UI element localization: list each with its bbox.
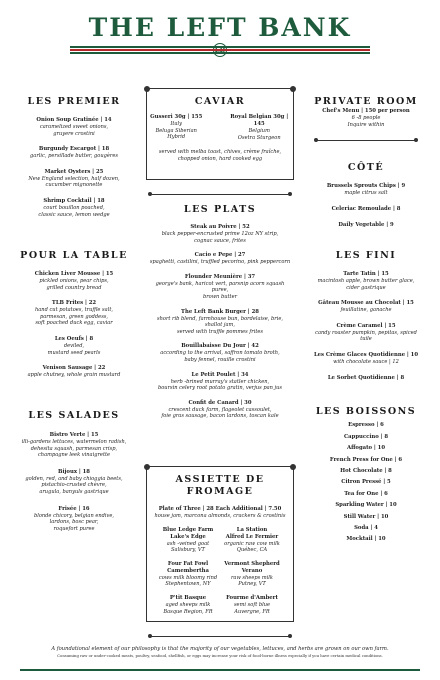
item-description: black pepper-encrusted prime 12oz NY strip, [161,231,279,237]
section-title: PRIVATE ROOM [314,96,418,107]
menu-item [148,400,292,420]
pour-la-table-list [18,271,130,379]
section-les-premier [18,96,130,218]
item-description: dehesita squash, parmesan crisp, [30,445,118,452]
item-description: arugula, banyuls gastrique [39,488,109,495]
divider [150,194,290,195]
drink-item: Citron Pressé | 5 [341,479,391,486]
item-description: parmesan, green goddess, [39,313,109,320]
item-name: Le Sorbet Quotidienne | 8 [327,374,405,381]
drink-item: Sparkling Water | 10 [335,502,397,509]
cheese-name: Fourme d'Ambert [226,594,278,601]
les-premier-list [18,117,130,218]
menu-item [18,336,130,356]
cheese-item [158,527,218,554]
item-description: brown butter [202,293,238,300]
item-name: The Left Bank Burger | 28 [181,308,259,315]
cheese-name: Lake's Edge [170,533,206,540]
menu-item [148,372,292,392]
caviar-options [148,114,292,141]
cheese-row [148,561,292,588]
section-title: CAVIAR [194,96,246,107]
section-les-salades [18,410,130,532]
menu-item [18,146,130,160]
item-description: according to the arrival, saffron tomato broth, [160,350,280,357]
caviar-option: Royal Belgian 30g | 145 Belgium Osetra Sturgeon [230,114,289,141]
section-assiette-de-fromage [148,474,292,615]
section-title: LES PLATS [183,204,257,215]
restaurant-title: THE LEFT BANK [88,13,352,42]
item-description: apple chutney, whole grain mustard [27,372,121,379]
les-boissons-list [310,422,422,543]
item-name: Chicken Liver Mousse | 15 [34,271,114,277]
menu-item [18,198,130,218]
menu-item [310,375,422,382]
menu-item [310,300,422,314]
menu-item [18,432,130,459]
cheese-row [148,527,292,554]
item-description: mustard seed pearls [47,349,101,356]
item-description: short rib blend, farmhouse bun, bordelaise, brie, shallot jam, [157,315,283,329]
menu-item [148,309,292,336]
item-description: garlic, persillade butter, gougères [30,153,118,160]
menu-item [18,169,130,189]
item-name: Flounder Meunière | 37 [184,273,256,280]
item-description: grilled country bread [46,284,102,291]
footer-stripe [20,669,420,671]
item-name: Les Crème Glaces Quotidienne | 10 [313,351,419,358]
item-name: Gâteau Mousse au Chocolat | 15 [318,300,414,307]
cheese-list [148,527,292,616]
item-name: Bouillabaisse Du Jour | 42 [181,343,259,350]
item-description: feuillatine, ganache [340,307,392,314]
section-les-boissons [310,406,422,543]
fromage-pricing: Plate of Three | 28 Each Additional | 7.50 [158,506,282,512]
menu-item [18,300,130,327]
section-title: LES FINI [335,250,397,261]
cheese-item [158,595,218,615]
item-description: pickled onions, pear chips, [39,278,109,284]
item-description: hand cut potatoes, truffle salt, [34,307,114,314]
cheese-row [148,595,292,615]
item-description: herb -brined murray's statler chicken, [170,378,270,385]
section-les-plats [148,204,292,420]
drink-item: Mocktail | 10 [346,536,386,543]
menu-item [310,183,422,197]
item-description: deviled, [63,342,85,349]
divider [316,140,416,141]
drink-item: Soda | 4 [354,524,378,531]
cheese-item [222,595,282,615]
cheese-description: cows milk bloomy rind [158,574,218,581]
item-description: maple citrus salt [344,190,388,196]
item-description: blonde chicory, belgian endive, [33,512,115,519]
cheese-name: Alfred Le Fermier [225,533,279,540]
menu-item [148,274,292,301]
cheese-item [158,561,218,588]
item-name: Market Oysters | 25 [44,168,104,175]
menu-item [310,271,422,291]
farm-statement: A foundational element of our philosophy is that the majority of our vegetables, lettuces, and herbs are grown on our own farm. [51,646,389,652]
cheese-description: Salisbury, VT [171,547,205,554]
item-description: soft poached duck egg, caviar [35,320,113,327]
item-description: New England selection, half dozen, [28,175,120,182]
les-plats-list [148,224,292,420]
menu-item [310,222,422,229]
section-title: LES SALADES [28,410,120,421]
drink-item: Espresso | 6 [348,422,384,429]
item-name: Les Oeufs | 8 [54,335,94,342]
menu-item [148,224,292,244]
drink-item: French Press for One | 6 [329,456,403,463]
item-description: spaghetti, castilini, truffled pecorino, pink peppercorn [149,259,291,266]
menu-item [18,469,130,496]
section-title: ASSIETTE DE FROMAGE [175,474,265,497]
les-salades-list [18,432,130,532]
section-private-room: PRIVATE ROOM Chef's Menu | 150 per person 6 -8 people Inquire within [310,96,422,128]
item-description: gruyere crostini [53,130,95,137]
item-description: macintosh apple, brown butter glace, [317,278,415,284]
item-description: candy roaster pumpkin, pepitas, spiced tuile [315,329,417,343]
item-description: with chocolate sauce | 12 [333,358,399,365]
item-description: caramelized sweet onions, [39,124,109,130]
menu-footer [20,646,420,659]
item-name: Venison Sausage | 22 [42,365,106,372]
item-description: george's bank, haricot vert, parsnip acorn squash puree, [155,280,285,294]
item-description: roquefort puree [53,525,95,532]
section-pour-la-table [18,250,130,379]
item-name: Steak au Poivre | 52 [190,224,250,230]
menu-item [310,206,422,213]
menu-item [310,352,422,366]
cheese-description: Putney, VT [238,581,266,588]
item-name: Burgundy Escargot | 18 [38,146,110,153]
item-name: Onion Soup Gratinée | 14 [36,117,112,123]
menu-item [310,323,422,343]
item-description: cognac sauce, frites [194,237,246,244]
item-description: baby fennel, rouille crostini [184,356,256,363]
item-name: Brussels Sprouts Chips | 9 [326,183,406,189]
item-name: Crème Caramel | 15 [336,322,396,329]
item-name: TLB Frites | 22 [51,300,97,307]
cheese-name: Blue Ledge Farm [162,526,214,533]
les-fini-list [310,271,422,382]
cheese-description: aged sheeps milk [165,601,211,608]
item-name: Cacio e Pepe | 27 [194,252,246,259]
section-title: POUR LA TABLE [20,250,128,261]
item-name: Celeriac Remoulade | 8 [331,205,401,212]
cheese-description: raw sheeps milk [230,574,274,581]
item-name: Frisée | 16 [58,505,90,512]
item-description: golden, red, and baby chioggia beets, [25,475,123,482]
item-description: court bouillon poached, [43,204,105,211]
menu-item [18,506,130,533]
caviar-note: served with melba toast, chives, crème fraîche, chopped onion, hard cooked egg [158,149,282,162]
item-description: foie gras sausage, bacon lardons, toscan kale [161,413,279,420]
cheese-name: Four Fat Fowl [167,560,209,567]
cheese-description: semi soft blue [233,601,271,608]
item-description: boursin celery root potato gratin, verjus pan jus [157,385,283,392]
item-description: pistachio-crusted chèvre, [41,482,107,489]
menu-item [18,365,130,379]
section-cote [310,162,422,229]
cheese-description: Québec, CA [236,547,268,554]
menu-item [18,117,130,137]
cheese-name: Vermont Shepherd [224,560,280,567]
drink-item: Still Water | 10 [343,513,389,520]
menu-item [148,343,292,363]
item-name: Le Petit Poulet | 34 [191,371,249,378]
cheese-description: Stephentown, NY [165,581,211,588]
cote-list [310,183,422,229]
item-name: Bijoux | 18 [58,468,90,475]
header-stripes [70,46,370,54]
section-caviar [148,96,292,162]
cheese-item [222,527,282,554]
menu-item [18,271,130,291]
cheese-name: La Station [236,526,268,533]
item-name: Tarte Tatin | 15 [343,271,389,277]
cheese-description: Basque Region, FR [163,608,213,615]
section-les-fini [310,250,422,382]
item-description: cider gastrique [346,284,386,291]
drink-item: Tea for One | 6 [344,490,388,497]
item-name: Confit de Canard | 30 [188,399,252,406]
section-title: CÔTÉ [347,162,385,173]
drink-item: Cappuccino | 8 [343,433,389,440]
fromage-note: house jam, marcona almonds, crackers & crostinis [154,513,286,519]
item-name: Daily Vegetable | 9 [338,221,394,228]
item-description: crescent duck farm, flageolet cassoulet, [168,406,272,413]
health-disclaimer: Consuming raw or under-cooked meats, poultry, seafood, shellfish, or eggs may increase your risk of food-borne illness especially if you have certain medical conditions. [57,653,383,658]
cheese-item [222,561,282,588]
item-name: Bistro Verte | 15 [49,432,99,438]
section-title: LES BOISSONS [315,406,417,417]
section-title: LES PREMIER [27,96,121,107]
item-description: classic sauce, lemon wedge [38,211,110,218]
item-description: illi-gardens lettuces, watermelon radish, [21,439,127,445]
item-description: lardons, bosc pear, [49,519,99,526]
drink-item: Hot Chocolate | 8 [340,467,392,474]
cheese-description: organic raw cow milk [224,540,280,547]
menu-item [148,252,292,266]
drink-item: Affogato | 10 [346,445,386,452]
cheese-name: Camembertha [167,567,209,574]
item-description: champagne leek vinaigrette [37,452,111,459]
divider [150,636,290,637]
item-description: cucumber mignonette [45,182,103,189]
caviar-option: Gusseri 30g | 155 Italy Beluga Siberian Hybrid [150,114,203,141]
item-description: served with truffle pommes frites [176,328,264,335]
cheese-name: P'tit Basque [169,594,207,601]
cheese-name: Verano [241,567,263,574]
item-name: Shrimp Cocktail | 18 [43,197,105,204]
cheese-description: ash -veined goat [166,540,210,547]
cheese-description: Auvergne, FR [234,608,270,615]
